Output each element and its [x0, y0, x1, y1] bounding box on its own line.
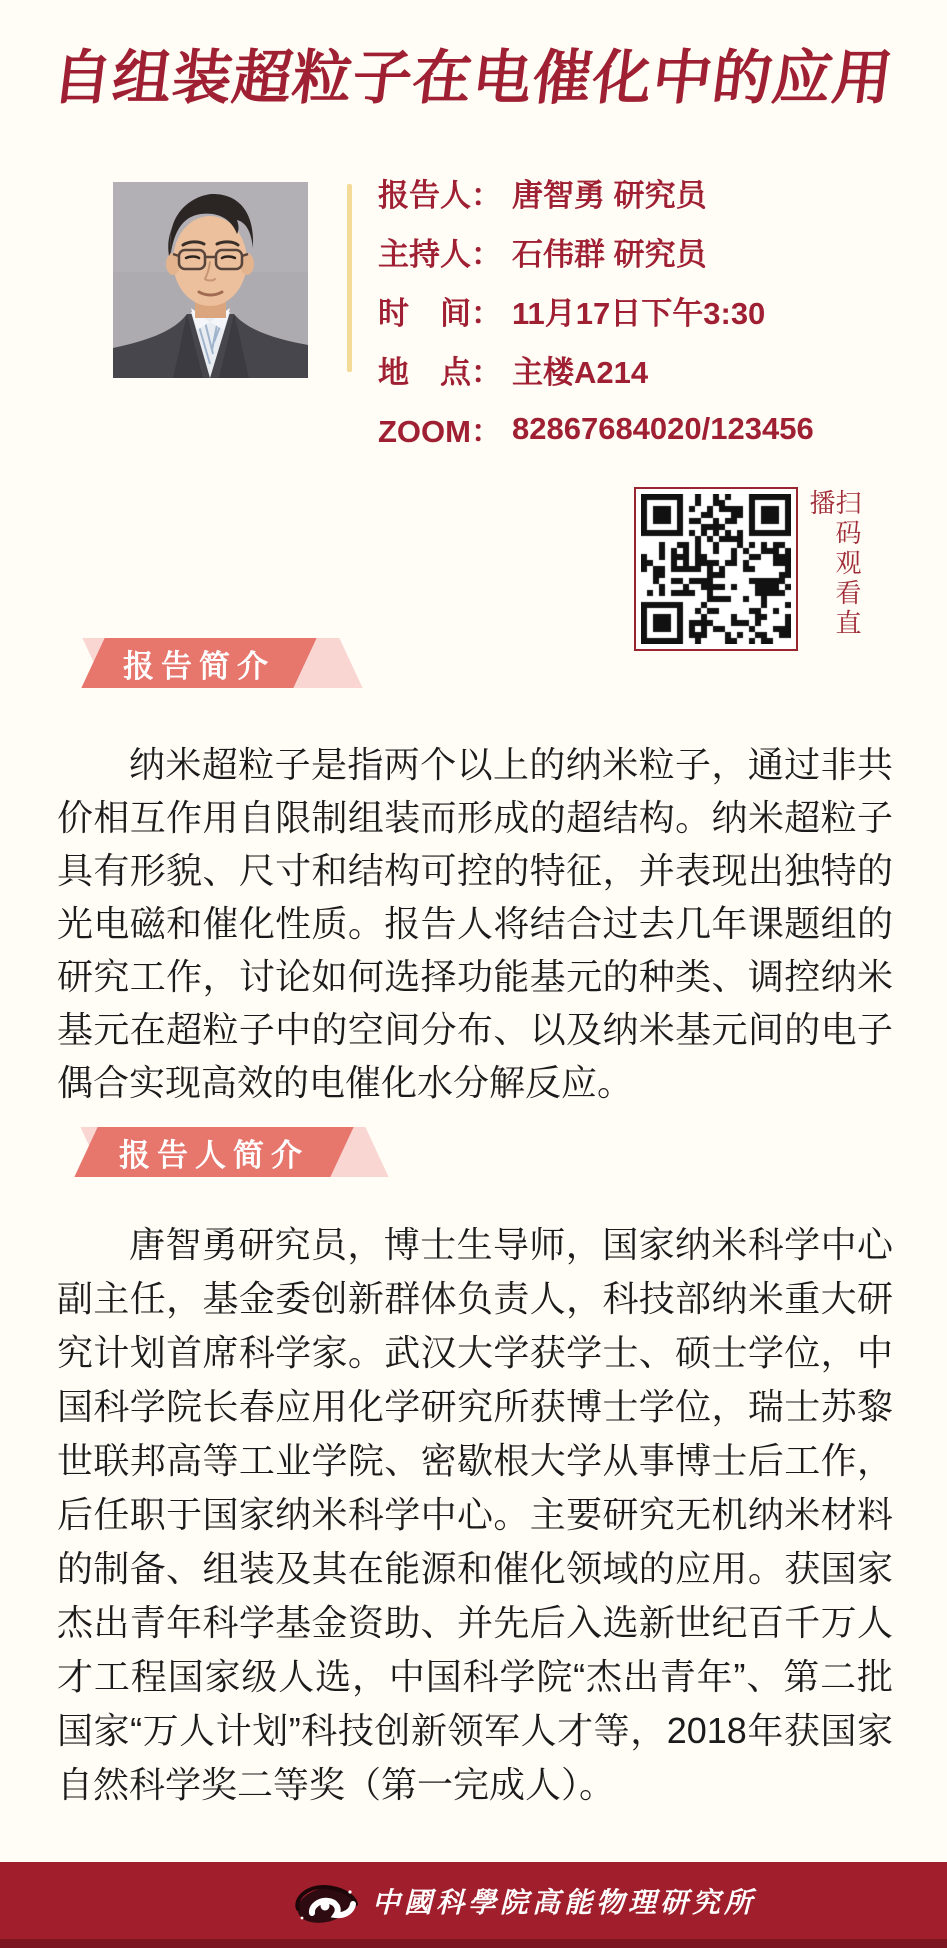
abstract-text: 纳米超粒子是指两个以上的纳米粒子，通过非共价相互作用自限制组装而形成的超结构。纳米超粒子具有形貌、尺寸和结构可控的特征，并表现出独特的光电磁和催化性质。报告人将结合过去几年课题组的研究工作，讨论如何选择功能基元的种类、调控纳米基元在超粒子中的空间分布、以及纳米基元间的电子偶合实现高效的电催化水分解反应。: [57, 744, 893, 1103]
location-label: 地 点：: [378, 355, 502, 390]
qr-caption: 扫码观看直播: [806, 489, 862, 639]
speaker-photo: [113, 182, 308, 378]
host-value: 石伟群 研究员: [512, 237, 707, 272]
qr-code: [634, 487, 798, 651]
event-info: [378, 163, 918, 458]
info-row-speaker: [378, 163, 918, 222]
bio-heading: 报告人简介: [119, 1137, 309, 1173]
ihep-logo-icon: [292, 1880, 360, 1930]
section-banner-abstract: [80, 638, 380, 688]
info-row-zoom: [378, 399, 918, 458]
zoom-label: ZOOM：: [378, 414, 502, 449]
gold-divider: [347, 184, 352, 372]
section-banner-bio: [72, 1127, 392, 1177]
speaker-portrait-illustration: [113, 182, 308, 378]
footer-bar: [0, 1862, 947, 1948]
footer-org-name: 中國科學院高能物理研究所: [372, 1887, 757, 1919]
qr-pattern: [641, 494, 791, 644]
location-value: 主楼A214: [512, 355, 649, 390]
time-label: 时 间：: [378, 296, 502, 331]
bio-text: 唐智勇研究员，博士生导师，国家纳米科学中心副主任，基金委创新群体负责人，科技部纳米重大研究计划首席科学家。武汉大学获学士、硕士学位，中国科学院长春应用化学研究所获博士学位，瑞士苏黎世联邦高等工业学院、密歇根大学从事博士后工作，后任职于国家纳米科学中心。主要研究无机纳米材料的制备、组装及其在能源和催化领域的应用。获国家杰出青年科学基金资助、并先后入选新世纪百千万人才工程国家级人选，中国科学院“杰出青年”、第二批国家“万人计划”科技创新领军人才等，2018年获国家自然科学奖二等奖（第一完成人）。: [57, 1224, 893, 1805]
speaker-label: 报告人：: [378, 178, 502, 213]
poster-title: 自组装超粒子在电催化中的应用: [48, 45, 897, 111]
speaker-value: 唐智勇 研究员: [512, 178, 707, 213]
time-value: 11月17日下午3:30: [512, 296, 766, 331]
info-row-host: [378, 222, 918, 281]
abstract-heading: 报告简介: [123, 648, 275, 684]
info-row-location: [378, 340, 918, 399]
info-row-time: [378, 281, 918, 340]
zoom-value: 82867684020/123456: [512, 410, 814, 446]
footer-strip: [0, 1939, 947, 1948]
host-label: 主持人：: [378, 237, 502, 272]
